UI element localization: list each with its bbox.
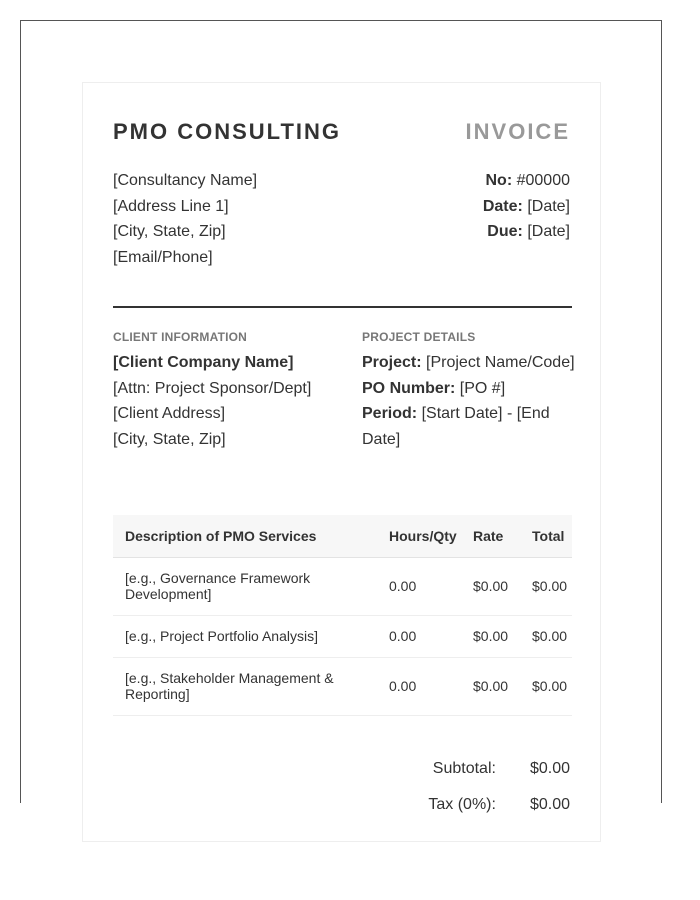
subtotal-label: Subtotal: [432,760,496,777]
invoice-date-label: Date: [482,197,523,215]
subtotal-row [428,759,570,795]
col-rate: Rate [461,515,520,557]
period-value: [Start Date] - [End Date] [362,405,550,449]
po-label: PO Number: [362,379,456,397]
table-row [113,615,572,657]
row-hours: 0.00 [377,615,461,657]
tax-label: Tax (0%): [428,796,496,813]
row-rate: $0.00 [461,557,520,615]
document-title: INVOICE [465,119,570,144]
totals-block [428,759,570,831]
invoice-number-value: #00000 [516,172,570,189]
sender-line: [Consultancy Name] [113,172,258,189]
row-total: $0.00 [520,557,572,615]
sender-line: [Address Line 1] [113,197,229,215]
invoice-date-value: [Date] [527,197,570,215]
row-total: $0.00 [520,615,572,657]
po-number [362,376,577,402]
tax-row [428,795,570,831]
invoice-date [483,194,570,220]
invoice-sheet [82,82,601,842]
project-name [362,350,577,376]
row-hours: 0.00 [377,657,461,715]
services-table [113,515,572,716]
client-information [113,330,343,453]
row-description: [e.g., Project Portfolio Analysis] [113,615,377,657]
table-row [113,657,572,715]
project-heading: PROJECT DETAILS [362,330,476,344]
row-description: [e.g., Stakeholder Management & Reporting] [113,657,377,715]
period-label: Period: [362,405,418,423]
project-period [362,401,577,452]
header-divider [113,306,572,308]
row-rate: $0.00 [461,615,520,657]
row-hours: 0.00 [377,557,461,615]
invoice-number-label: No: [485,172,513,189]
invoice-meta [483,168,570,245]
invoice-due [483,219,570,245]
col-hours: Hours/Qty [377,515,461,557]
col-description: Description of PMO Services [113,515,377,557]
row-rate: $0.00 [461,657,520,715]
row-description: [e.g., Governance Framework Development] [113,557,377,615]
sender-address [113,168,257,271]
tax-value: $0.00 [529,796,570,813]
invoice-number [483,168,570,194]
invoice-due-value: [Date] [527,223,570,241]
subtotal-value: $0.00 [529,760,570,777]
invoice-due-label: Due: [487,223,523,241]
table-row [113,557,572,615]
project-value: [Project Name/Code] [426,354,575,371]
client-attn: [Attn: Project Sponsor/Dept] [113,379,312,397]
client-heading: CLIENT INFORMATION [113,330,248,344]
sender-line: [Email/Phone] [113,249,213,267]
po-value: [PO #] [459,379,506,397]
client-city: [City, State, Zip] [113,431,226,449]
client-company: [Client Company Name] [113,354,294,371]
client-address: [Client Address] [113,405,226,423]
brand-name: PMO CONSULTING [113,119,342,144]
row-total: $0.00 [520,657,572,715]
table-header-row [113,515,572,557]
project-label: Project: [362,354,422,371]
col-total: Total [520,515,572,557]
sender-line: [City, State, Zip] [113,223,226,241]
page-viewport [20,20,662,813]
project-details [362,330,577,453]
